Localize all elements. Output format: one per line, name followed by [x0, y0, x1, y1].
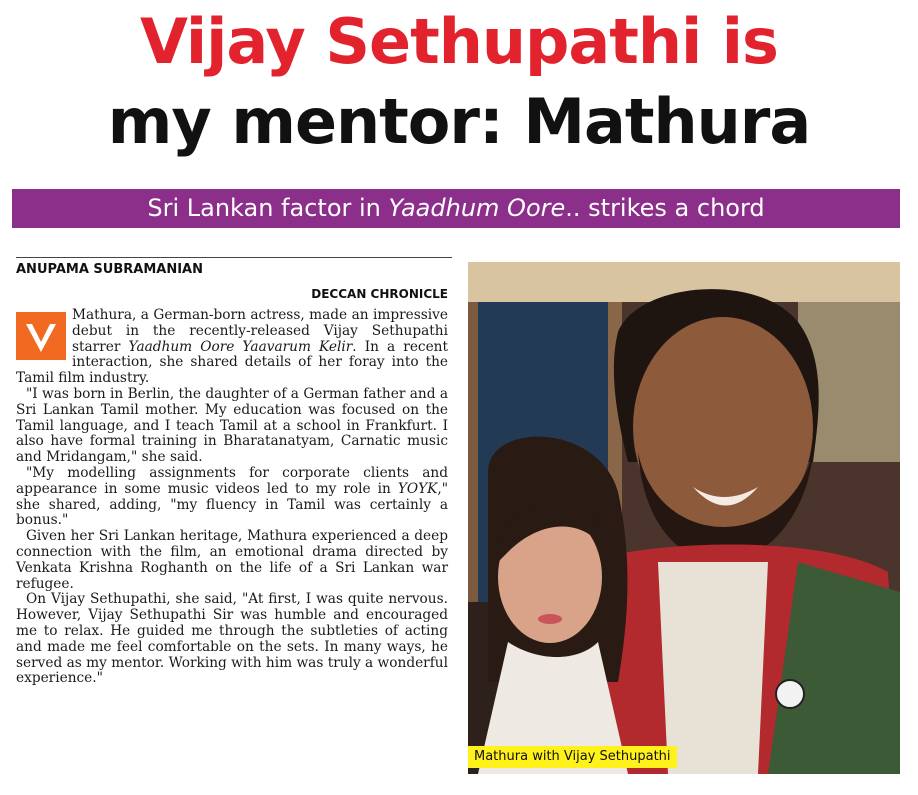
subhead-text-end: .. strikes a chord: [565, 194, 765, 222]
article-paragraph-2: "I was born in Berlin, the daughter of a German father and a Sri Lankan Tamil mother. My education was focused on the Tamil language, and I teach Tamil at a school in Frankfurt. I also have formal training in Bharatanatyam, Carnatic music and Mridangam," she said.: [16, 385, 448, 466]
author-byline: ANUPAMA SUBRAMANIAN: [16, 257, 452, 279]
article-photo: [468, 262, 900, 774]
headline-line-2: my mentor: Mathura: [107, 85, 811, 158]
article-paragraph-5: On Vijay Sethupathi, she said, "At first, I was quite nervous. However, Vijay Sethupathi Sir was humble and encouraged me to relax. He guided me through the subtleties of acting and made me feel comfortable on the sets. In many ways, he served as my mentor. Working with him was truly a wonderful experience.": [16, 591, 448, 687]
photo-illustration: [468, 262, 900, 774]
article-body: [16, 308, 448, 687]
publication-source: DECCAN CHRONICLE: [311, 287, 448, 301]
subhead-bar: [12, 189, 900, 228]
film-abbreviation: YOYK: [397, 480, 438, 497]
article-paragraph-4: Given her Sri Lankan heritage, Mathura experienced a deep connection with the film, an emotional drama directed by Venkata Krishna Roghanth on the life of a Sri Lankan war refugee.: [16, 528, 448, 592]
photo-caption: Mathura with Vijay Sethupathi: [468, 746, 677, 768]
article-paragraph-3: "My modelling assignments for corporate clients and appearance in some music videos led to my role in YOYK," she shared, adding, "my fluency in Tamil was certainly a bonus.": [16, 464, 448, 529]
subhead-film-title: Yaadhum Oore: [388, 194, 566, 222]
article-paragraph-1: Mathura, a German-born actress, made an impressive debut in the recently-released Vijay Sethupathi starrer Yaadhum Oore Yaavarum Kelir. In a recent interaction, she shared details of her foray into the Tamil film industry.: [16, 307, 448, 387]
subhead-text-start: Sri Lankan factor in: [147, 194, 389, 222]
headline-line-1: Vijay Sethupathi is: [140, 5, 778, 78]
film-title: Yaadhum Oore Yaavarum Kelir: [128, 338, 353, 355]
